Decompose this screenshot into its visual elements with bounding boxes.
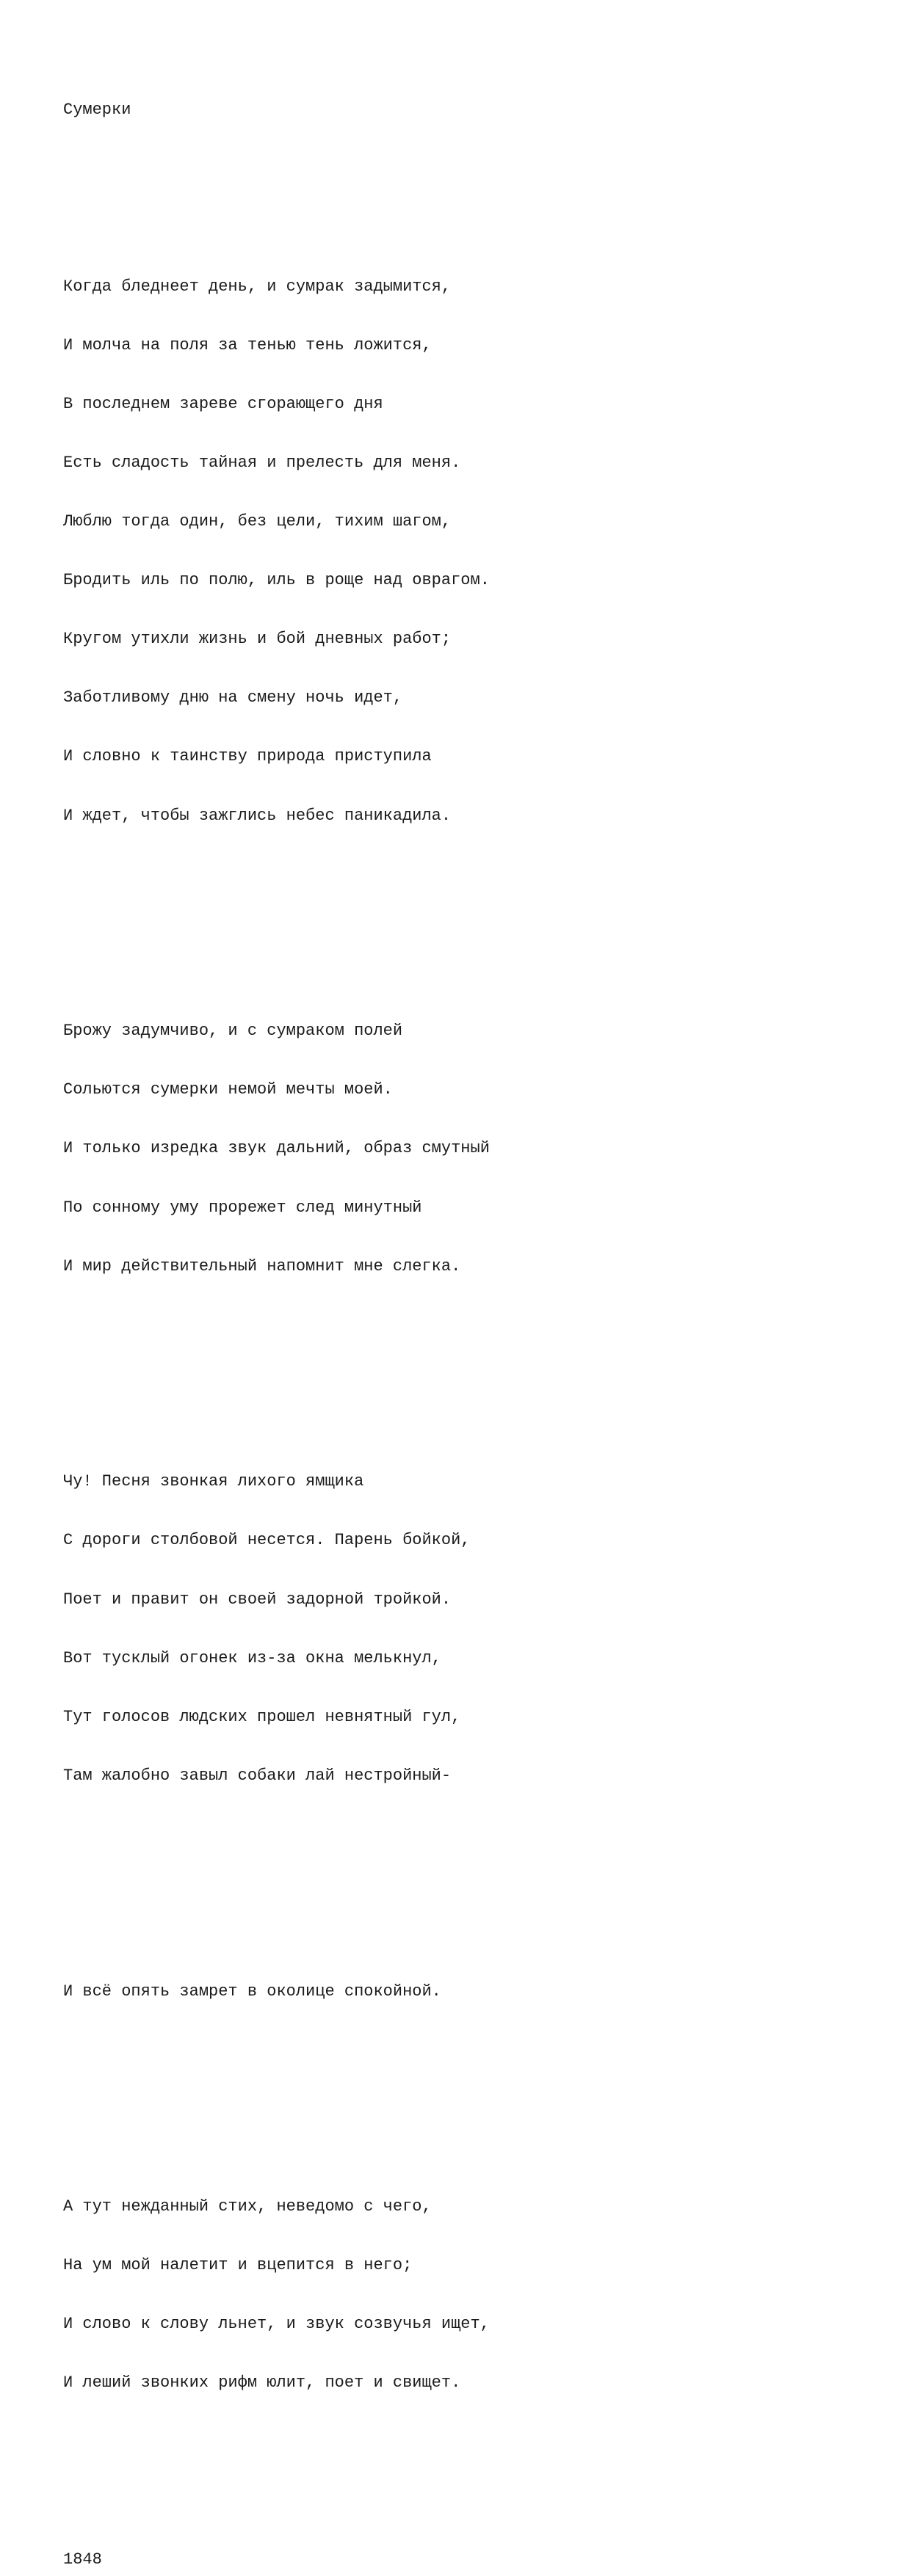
poem-line: И только изредка звук дальний, образ смутный <box>63 1139 490 1158</box>
stanza-5 <box>63 2158 490 2433</box>
poem-line: Люблю тогда один, без цели, тихим шагом, <box>63 512 452 531</box>
poem-line: И всё опять замрет в околице спокойной. <box>63 1982 441 2001</box>
poem-line: Бродить иль по полю, иль в роще над оврагом. <box>63 571 490 590</box>
stanza-1 <box>63 238 490 865</box>
poem-line: Чу! Песня звонкая лихого ямщика <box>63 1472 364 1491</box>
poem-line: Сольются сумерки немой мечты моей. <box>63 1080 393 1099</box>
stanza-3 <box>63 1433 490 1825</box>
poem-line: Вот тусклый огонек из-за окна мелькнул, <box>63 1648 441 1667</box>
stanza-gap <box>63 1864 490 1884</box>
poem-line: Поет и правит он своей задорной тройкой. <box>63 1590 452 1609</box>
poem <box>63 62 490 2576</box>
poem-year: 1848 <box>63 2550 102 2569</box>
poem-line: И леший звонких рифм юлит, поет и свищет. <box>63 2373 461 2393</box>
poem-line: С дороги столбовой несется. Парень бойкой, <box>63 1531 471 1550</box>
poem-line: На ум мой налетит и вцепится в него; <box>63 2256 413 2275</box>
poem-line: Заботливому дню на смену ночь идет, <box>63 688 403 707</box>
stanza-2 <box>63 983 490 1316</box>
poem-line: В последнем зареве сгорающего дня <box>63 394 383 413</box>
poem-title: Сумерки <box>63 101 131 120</box>
poem-line: Тут голосов людских прошел невнятный гул, <box>63 1707 461 1726</box>
poem-line: Там жалобно завыл собаки лай нестройный- <box>63 1766 452 1785</box>
stanza-4 <box>63 1943 490 2041</box>
poem-line: Есть сладость тайная и прелесть для меня. <box>63 453 461 472</box>
poem-line: И ждет, чтобы зажглись небес паникадила. <box>63 806 452 825</box>
stanza-gap <box>63 2080 490 2100</box>
poem-line: Когда бледнеет день, и сумрак задымится, <box>63 277 452 296</box>
stanza-gap <box>63 904 490 924</box>
stanza-gap <box>63 1355 490 1375</box>
poem-line: И молча на поля за тенью тень ложится, <box>63 335 432 354</box>
poem-line: И мир действительный напомнит мне слегка. <box>63 1256 461 1276</box>
poem-line: Брожу задумчиво, и с сумраком полей <box>63 1022 403 1041</box>
stanza-gap <box>63 160 490 180</box>
poem-line: Кругом утихли жизнь и бой дневных работ; <box>63 630 452 649</box>
stanza-gap <box>63 2472 490 2492</box>
poem-line: И слово к слову льнет, и звук созвучья ищет, <box>63 2315 490 2334</box>
poem-line: А тут нежданный стих, неведомо с чего, <box>63 2197 432 2216</box>
poem-line: И словно к таинству природа приступила <box>63 747 432 766</box>
poem-line: По сонному уму прорежет след минутный <box>63 1198 422 1217</box>
